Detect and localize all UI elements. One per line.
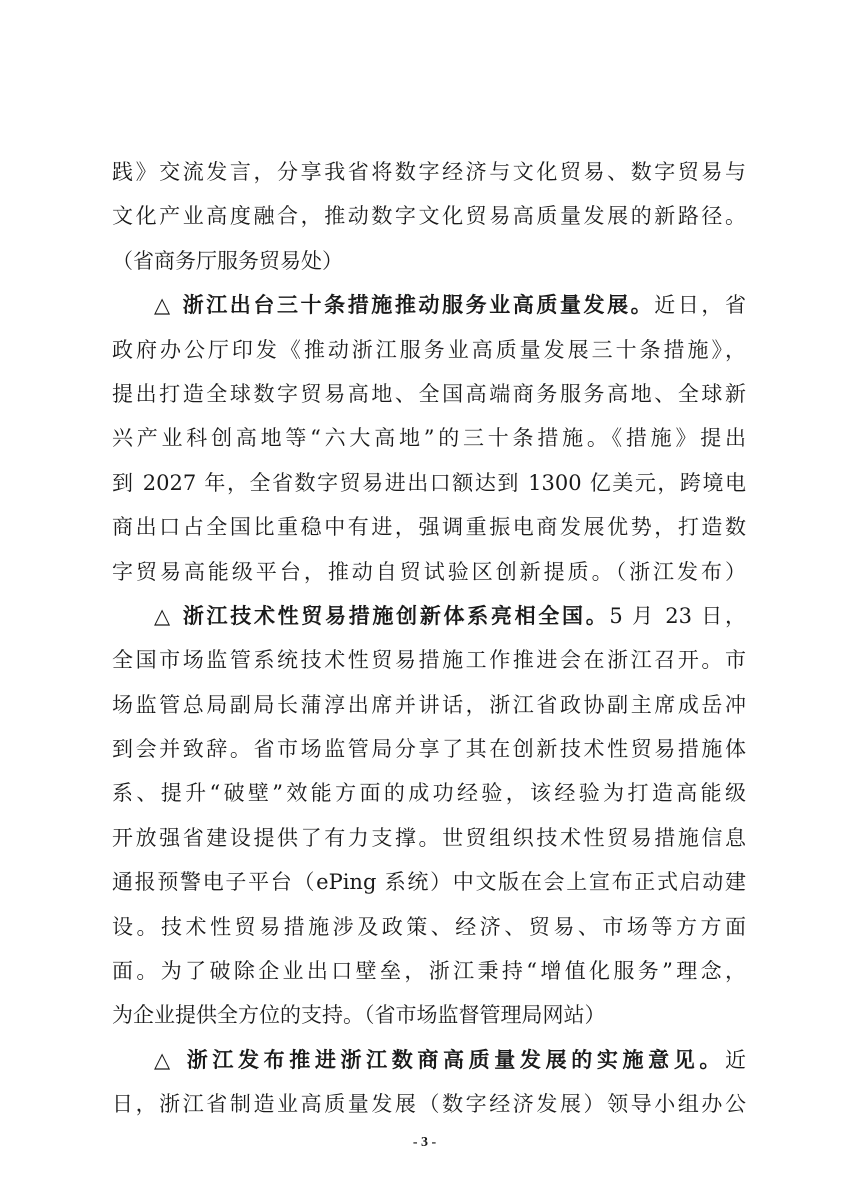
body-line: 系、提升“破壁”效能方面的成功经验，该经验为打造高能级 [112,781,746,806]
body-line: 日，浙江省制造业高质量发展（数字经济发展）领导小组办公 [112,1092,746,1117]
news-item-headline: △ 浙江出台三十条措施推动服务业高质量发展。 [154,293,655,318]
news-item-headline: △ 浙江技术性贸易措施创新体系亮相全国。 [154,603,610,628]
body-line: 文化产业高度融合，推动数字文化贸易高质量发展的新路径。 [112,204,746,229]
news-item-heading-line: △ 浙江发布推进浙江数商高质量发展的实施意见。近 [154,1047,746,1072]
body-line: 到会并致辞。省市场监管局分享了其在创新技术性贸易措施体 [112,737,746,762]
body-line: 兴产业科创高地等“六大高地”的三十条措施。《措施》提出 [112,426,746,451]
body-line: 商出口占全国比重稳中有进，强调重振电商发展优势，打造数 [112,515,746,540]
document-body [112,150,746,1127]
body-line: 面。为了破除企业出口壁垒，浙江秉持“增值化服务”理念， [112,959,746,984]
body-line: 通报预警电子平台（ePing 系统）中文版在会上宣布正式启动建 [112,870,746,895]
news-item-heading-line: △ 浙江技术性贸易措施创新体系亮相全国。5 月 23 日， [154,603,746,628]
body-line: 开放强省建设提供了有力支撑。世贸组织技术性贸易措施信息 [112,825,746,850]
body-line: 场监管总局副局长蒲淳出席并讲话，浙江省政协副主席成岳冲 [112,692,746,717]
body-line: 为企业提供全方位的支持。（省市场监督管理局网站） [112,1003,606,1028]
source-note: （省商务厅服务贸易处） [112,248,343,273]
news-item-headline: △ 浙江发布推进浙江数商高质量发展的实施意见。 [154,1047,725,1072]
body-line: 提出打造全球数字贸易高地、全国高端商务服务高地、全球新 [112,381,746,406]
page-number: - 3 - [412,1135,437,1150]
body-line: 全国市场监管系统技术性贸易措施工作推进会在浙江召开。市 [112,648,746,673]
body-line: 践》交流发言，分享我省将数字经济与文化贸易、数字贸易与 [112,160,746,184]
body-line: 字贸易高能级平台，推动自贸试验区创新提质。（浙江发布） [112,559,746,584]
body-line: 到 2027 年，全省数字贸易进出口额达到 1300 亿美元，跨境电 [112,470,746,495]
news-item-heading-line: △ 浙江出台三十条措施推动服务业高质量发展。近日，省 [154,293,746,318]
body-line: 政府办公厅印发《推动浙江服务业高质量发展三十条措施》， [112,337,746,362]
body-line: 设。技术性贸易措施涉及政策、经济、贸易、市场等方方面 [112,914,746,939]
